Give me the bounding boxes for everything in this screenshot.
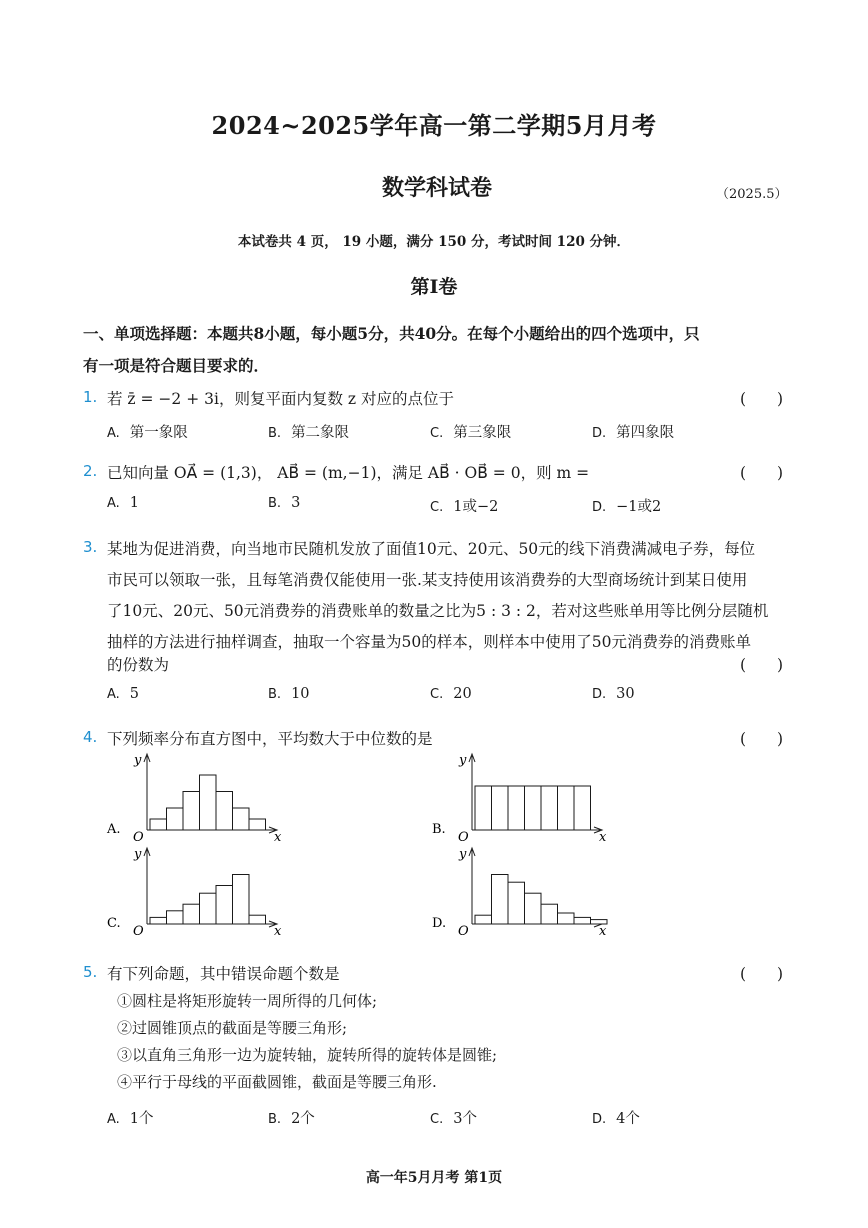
option-label: B. xyxy=(268,426,282,441)
histogram-d xyxy=(432,847,607,939)
x-axis-label: x xyxy=(274,924,282,939)
option-text: 1个 xyxy=(129,1111,154,1127)
option-label: D. xyxy=(592,500,607,515)
chart-option-label: D. xyxy=(432,916,447,931)
option-b xyxy=(268,495,300,511)
option-c xyxy=(430,1107,477,1128)
chart-option-label: A. xyxy=(107,822,121,837)
option-text: 20 xyxy=(453,686,472,702)
section-heading-line1: 一、单项选择题：本题共8小题，每小题5分，共40分。在每个小题给出的四个选项中，只 xyxy=(83,324,700,343)
option-d xyxy=(592,1107,640,1128)
option-label: C. xyxy=(430,687,444,702)
origin-label: O xyxy=(458,924,469,939)
option-label: D. xyxy=(592,426,607,441)
option-b xyxy=(268,686,310,702)
histogram-bar xyxy=(541,904,558,924)
question-line: 市民可以领取一张，且每笔消费仅能使用一张.某支持使用该消费券的大型商场统计到某日使用 xyxy=(107,571,748,589)
page-footer: 高一年5月月考 第1页 xyxy=(365,1170,503,1186)
question-number: 5. xyxy=(83,963,98,981)
histogram-bar xyxy=(249,915,266,924)
histogram-b xyxy=(432,753,607,845)
option-text: 30 xyxy=(616,686,635,702)
question-line: 了10元、20元、50元消费券的消费账单的数量之比为5 : 3 : 2，若对这些账单用等比例分层随机 xyxy=(107,602,769,620)
option-label: B. xyxy=(268,496,282,511)
option-a xyxy=(107,1107,154,1128)
histogram-bar xyxy=(558,913,575,924)
x-axis-label: x xyxy=(599,924,607,939)
option-a xyxy=(107,495,139,511)
x-axis-label: x xyxy=(274,830,282,845)
histogram-bar xyxy=(508,882,525,924)
histogram-bar xyxy=(525,893,542,924)
histogram-options xyxy=(100,750,640,945)
x-axis-label: x xyxy=(599,830,607,845)
option-text: 3 xyxy=(291,495,301,511)
question-line: 某地为促进消费，向当地市民随机发放了面值10元、20元、50元的线下消费满减电子券，每位 xyxy=(107,540,756,558)
histogram-bar xyxy=(475,786,492,830)
histogram-bar xyxy=(525,786,542,830)
option-label: A. xyxy=(107,1112,120,1127)
option-text: 1 xyxy=(129,495,140,511)
histogram-bar xyxy=(492,786,509,830)
histogram-bar xyxy=(233,808,250,830)
option-c xyxy=(430,495,498,516)
y-axis-label: y xyxy=(134,753,142,768)
option-text: 2个 xyxy=(291,1111,315,1127)
question-number: 1. xyxy=(83,388,98,406)
histogram-bar xyxy=(150,819,167,830)
answer-bracket: ( ) xyxy=(740,464,784,482)
option-label: C. xyxy=(430,500,444,515)
y-axis-label: y xyxy=(459,847,467,862)
y-axis-label: y xyxy=(134,847,142,862)
histogram-a xyxy=(106,753,282,845)
histogram-bar xyxy=(541,786,558,830)
exam-date: （2025.5） xyxy=(716,187,788,202)
option-b xyxy=(268,421,349,442)
exam-title: 2024~2025学年高一第二学期5月月考 xyxy=(211,111,657,140)
histogram-bar xyxy=(200,893,217,924)
y-axis-label: y xyxy=(459,753,467,768)
proposition-3: ③以直角三角形一边为旋转轴，旋转所得的旋转体是圆锥; xyxy=(117,1046,498,1064)
answer-bracket: ( ) xyxy=(740,965,784,983)
volume-heading: 第Ⅰ卷 xyxy=(410,276,458,298)
option-text: 第三象限 xyxy=(453,425,512,441)
question-line: 的份数为 xyxy=(107,656,170,674)
histogram-bar xyxy=(183,792,200,831)
option-text: 1或−2 xyxy=(453,499,499,515)
option-text: 10 xyxy=(291,686,310,702)
option-text: 5 xyxy=(129,686,140,702)
option-text: 第一象限 xyxy=(129,425,188,441)
histogram-bar xyxy=(150,917,167,924)
option-c xyxy=(430,686,472,702)
proposition-2: ②过圆锥顶点的截面是等腰三角形; xyxy=(117,1019,348,1037)
option-label: D. xyxy=(592,1112,607,1127)
option-c xyxy=(430,421,511,442)
question-text: 下列频率分布直方图中，平均数大于中位数的是 xyxy=(107,730,433,748)
answer-bracket: ( ) xyxy=(740,730,784,748)
question-line: 抽样的方法进行抽样调查，抽取一个容量为50的样本，则样本中使用了50元消费券的消费账单 xyxy=(107,633,751,651)
option-label: C. xyxy=(430,1112,444,1127)
proposition-4: ④平行于母线的平面截圆锥，截面是等腰三角形. xyxy=(117,1073,437,1091)
histogram-bar xyxy=(216,792,233,831)
option-text: 4个 xyxy=(616,1111,640,1127)
histogram-bar xyxy=(167,808,184,830)
histogram-bar xyxy=(249,819,266,830)
origin-label: O xyxy=(133,830,144,845)
origin-label: O xyxy=(458,830,469,845)
histogram-bar xyxy=(508,786,525,830)
origin-label: O xyxy=(133,924,144,939)
question-number: 2. xyxy=(83,462,98,480)
histogram-bar xyxy=(200,775,217,830)
question-text: 已知向量 OA⃗ = (1,3)， AB⃗ = (m,−1)，满足 AB⃗ · OB⃗ = 0，则 m = xyxy=(107,464,590,482)
histogram-bar xyxy=(591,920,608,924)
option-label: A. xyxy=(107,496,120,511)
option-label: B. xyxy=(268,687,282,702)
chart-option-label: B. xyxy=(432,822,446,837)
histogram-bar xyxy=(216,886,233,925)
option-text: 第二象限 xyxy=(291,425,350,441)
option-b xyxy=(268,1107,315,1128)
question-number: 3. xyxy=(83,538,98,556)
option-text: 第四象限 xyxy=(616,425,675,441)
histogram-bar xyxy=(183,904,200,924)
option-label: A. xyxy=(107,687,120,702)
question-number: 4. xyxy=(83,728,98,746)
option-a xyxy=(107,421,188,442)
histogram-bar xyxy=(475,915,492,924)
option-text: −1或2 xyxy=(616,499,662,515)
option-label: B. xyxy=(268,1112,282,1127)
section-heading-line2: 有一项是符合题目要求的． xyxy=(83,356,270,375)
histogram-bar xyxy=(574,917,591,924)
histogram-bar xyxy=(233,875,250,925)
proposition-1: ①圆柱是将矩形旋转一周所得的几何体; xyxy=(117,992,378,1010)
exam-subtitle: 数学科试卷 xyxy=(382,175,493,201)
option-d xyxy=(592,421,674,442)
question-text: 有下列命题，其中错误命题个数是 xyxy=(107,965,340,983)
answer-bracket: ( ) xyxy=(740,656,784,674)
option-label: D. xyxy=(592,687,607,702)
chart-option-label: C. xyxy=(107,916,121,931)
histogram-bar xyxy=(574,786,591,830)
option-d xyxy=(592,495,661,516)
option-label: C. xyxy=(430,426,444,441)
option-d xyxy=(592,686,635,702)
histogram-c xyxy=(107,847,282,939)
option-text: 3个 xyxy=(453,1111,477,1127)
question-text: 若 z̄ = −2 + 3i，则复平面内复数 z 对应的点位于 xyxy=(107,390,454,408)
histogram-bar xyxy=(492,875,509,925)
histogram-bar xyxy=(558,786,575,830)
option-a xyxy=(107,686,139,702)
exam-info: 本试卷共 4 页， 19 小题，满分 150 分，考试时间 120 分钟． xyxy=(237,234,631,250)
option-label: A. xyxy=(107,426,120,441)
answer-bracket: ( ) xyxy=(740,390,784,408)
histogram-bar xyxy=(167,911,184,924)
